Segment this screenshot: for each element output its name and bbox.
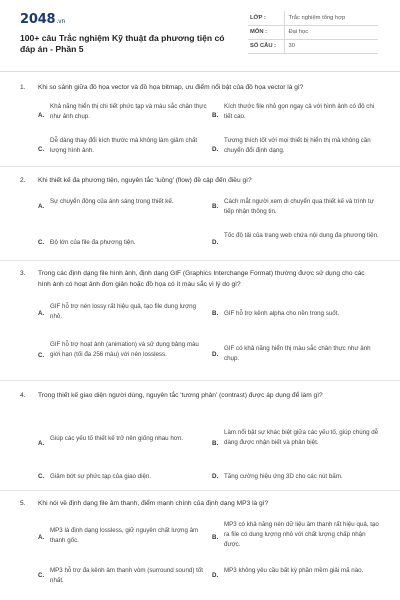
option-label: C.: [38, 352, 45, 359]
page-header: [0, 0, 400, 68]
question-separator: [0, 490, 400, 491]
option-label: A.: [38, 534, 45, 541]
question-number: 4.: [20, 392, 26, 399]
option-label: B.: [212, 534, 219, 541]
option-label: D.: [212, 572, 219, 579]
option-label: D.: [212, 239, 219, 246]
option-text: Tương thích tốt với mọi thiết bị hiển thị mà không cần chuyển đổi định dạng.: [224, 137, 371, 154]
option-text: GIF hỗ trợ kênh alpha cho nền trong suốt.: [224, 310, 340, 317]
option-label: B.: [212, 112, 219, 119]
option-text: GIF hỗ trợ hoạt ảnh (animation) và sử dụng bảng màu giới hạn (tối đa 256 màu) với nén lossless.: [50, 341, 199, 358]
option-label: C.: [38, 146, 45, 153]
question-text: [20, 175, 380, 186]
document-title: 100+ câu Trắc nghiệm Kỹ thuật đa phương tiện có đáp án - Phần 5: [20, 33, 225, 55]
option-label: A.: [38, 310, 45, 317]
option-label: D.: [212, 351, 219, 358]
option-text: Cách mắt người xem di chuyển qua thiết kế và trình tự tiếp nhận thông tin.: [224, 198, 374, 215]
meta-row-subject: [248, 25, 378, 39]
meta-key: SỐ CÂU :: [248, 39, 284, 53]
question-text: [20, 498, 380, 509]
option-label: D.: [212, 473, 219, 480]
meta-table: [248, 11, 378, 54]
option-text: Dễ dàng thay đổi kích thước mà không làm giảm chất lượng hình ảnh.: [50, 137, 198, 154]
meta-key: MÔN :: [248, 25, 284, 39]
option-text: Tốc độ tải của trang web chứa nội dung đa phương tiện.: [224, 232, 379, 239]
question-separator: [0, 380, 400, 381]
question-body: Khi nói về định dạng file âm thanh, điểm mạnh chính của định dạng MP3 là gì?: [38, 500, 269, 507]
option-text: MP3 không yêu cầu bất kỳ phần mềm giải mã nào.: [224, 567, 364, 574]
option-label: B.: [212, 203, 219, 210]
logo-suffix: .vn: [56, 18, 66, 25]
question-number: 3.: [20, 270, 26, 277]
option-text: GIF có khả năng hiển thị màu sắc chân thực như ảnh chụp.: [224, 345, 371, 362]
meta-value: Đại học: [284, 25, 378, 39]
option-text: MP3 hỗ trợ đa kênh âm thanh vòm (surround sound) tốt nhất.: [50, 567, 203, 584]
meta-row-class: [248, 11, 378, 25]
site-logo[interactable]: [20, 12, 65, 27]
question-number: 5.: [20, 500, 26, 507]
question-body: Khi thiết kế đa phương tiện, nguyên tắc 'luồng' (flow) đề cập đến điều gì?: [38, 177, 252, 184]
option-label: D.: [212, 146, 219, 153]
option-text: Sự chuyển động của ánh sáng trong thiết kế.: [50, 198, 174, 205]
meta-value: 30: [284, 39, 378, 53]
question-text: [20, 390, 380, 401]
option-text: Giúp các yếu tố thiết kế trở nên giống nhau hơn.: [50, 435, 183, 442]
question-separator: [0, 166, 400, 167]
question-text: [20, 82, 380, 93]
option-label: B.: [212, 310, 219, 317]
option-text: MP3 là định dạng lossless, giữ nguyên chất lượng âm thanh gốc.: [50, 527, 199, 544]
option-label: B.: [212, 440, 219, 447]
option-text: Khả năng hiển thị chi tiết phức tạp và màu sắc chân thực như ảnh chụp.: [50, 103, 207, 120]
option-text: Độ lớn của file đa phương tiện.: [50, 239, 136, 246]
option-text: GIF hỗ trợ nén lossy rất hiệu quả, tạo file dung lượng nhỏ.: [50, 303, 197, 320]
option-text: Làm nổi bật sự khác biệt giữa các yếu tố, giúp chúng dễ dàng được nhận biết và phân biệt.: [224, 429, 379, 446]
option-text: Giảm bớt sự phức tạp của giao diện.: [50, 473, 152, 480]
logo-text: 2048: [20, 12, 56, 27]
option-text: MP3 có khả năng nén dữ liệu âm thanh rất hiệu quả, tạo ra file có dung lượng nhỏ với chất lượng chấp nhận được.: [224, 521, 379, 548]
option-text: Tăng cường hiệu ứng 3D cho các nút bấm.: [224, 473, 343, 480]
option-label: A.: [38, 112, 45, 119]
question-body: Khi so sánh giữa đồ họa vector và đồ họa bitmap, ưu điểm nổi bật của đồ họa vector là gì?: [38, 84, 304, 91]
question-body: Trong các định dạng file hình ảnh, định dạng GIF (Graphics Interchange Format) thường được sử dụng cho các hình ảnh có hoạt ảnh đơn giản hoặc đồ họa có ít màu sắc vì lý do gì?: [38, 270, 365, 288]
header-divider: [0, 71, 400, 72]
option-label: A.: [38, 203, 45, 210]
question-number: 2.: [20, 177, 26, 184]
question-number: 1.: [20, 84, 26, 91]
option-text: Kích thước file nhỏ gọn ngay cả với hình ảnh có độ chi tiết cao.: [224, 103, 375, 120]
question-text: [20, 268, 380, 290]
meta-key: LỚP :: [248, 11, 284, 25]
option-label: C.: [38, 239, 45, 246]
question-body: Trong thiết kế giao diện người dùng, nguyên tắc 'tương phản' (contrast) được áp dụng để làm gì?: [38, 392, 323, 399]
option-label: C.: [38, 572, 45, 579]
option-label: C.: [38, 473, 45, 480]
meta-row-count: [248, 39, 378, 53]
option-label: A.: [38, 440, 45, 447]
meta-value: Trắc nghiệm tổng hợp: [284, 11, 378, 25]
question-separator: [0, 260, 400, 261]
